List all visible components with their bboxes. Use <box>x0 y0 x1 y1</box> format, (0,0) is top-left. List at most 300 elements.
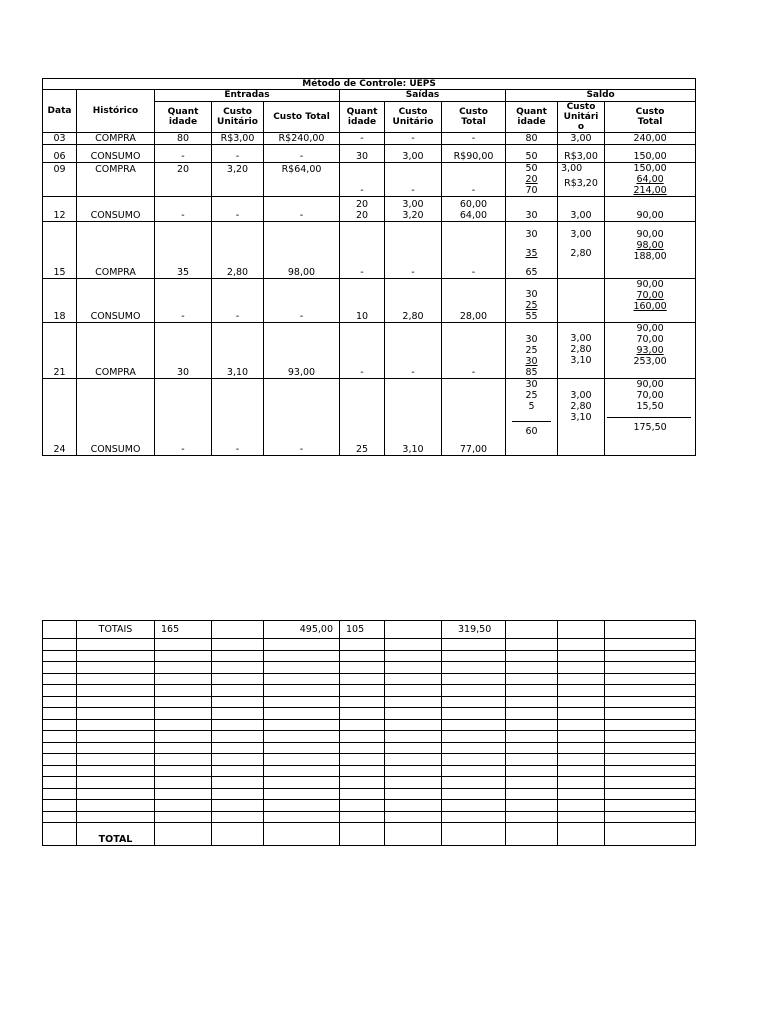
cell-saldo-custo-total: 150,00 <box>605 145 696 163</box>
cell-saldo-quantidade: 50 <box>506 145 558 163</box>
cell-data: 21 <box>43 323 77 379</box>
empty-cell <box>212 765 264 777</box>
cell-entradas-custo-total: - <box>264 279 340 323</box>
cell-saldo-custo-total: 90,00 <box>605 197 696 222</box>
empty-cell <box>340 650 385 662</box>
cell-entradas-quantidade: 80 <box>155 133 212 145</box>
empty-cell <box>264 719 340 731</box>
cell-saidas-quantidade: - <box>340 163 385 197</box>
empty-cell <box>442 800 506 812</box>
empty-cell <box>43 639 77 651</box>
cell-saidas-custo-unitario: - <box>385 222 442 279</box>
empty-cell <box>264 765 340 777</box>
empty-cell <box>385 639 442 651</box>
empty-cell <box>506 765 558 777</box>
empty-cell <box>442 639 506 651</box>
empty-cell <box>212 639 264 651</box>
empty-cell <box>385 800 442 812</box>
total-row <box>43 823 696 846</box>
empty-cell <box>77 754 155 766</box>
empty-cell <box>605 662 696 674</box>
table-row <box>43 222 696 279</box>
empty-cell <box>340 788 385 800</box>
empty-cell <box>212 650 264 662</box>
totals-label: TOTAIS <box>77 621 155 639</box>
empty-cell <box>212 673 264 685</box>
totals-saidas-custo-total: 319,50 <box>442 621 506 639</box>
empty-cell <box>155 639 212 651</box>
table-row <box>43 145 696 163</box>
empty-cell <box>385 765 442 777</box>
cell-saldo-custo-total: 150,00 64,00 214,00 <box>605 163 696 197</box>
empty-cell <box>605 650 696 662</box>
cell-saidas-quantidade: 25 <box>340 379 385 456</box>
empty-row <box>43 731 696 743</box>
empty-cell <box>264 662 340 674</box>
empty-cell <box>506 731 558 743</box>
empty-cell <box>558 777 605 789</box>
header-entradas-quantidade: Quant idade <box>155 102 212 133</box>
header-saldo-custo-unitario: Custo Unitári o <box>558 102 605 133</box>
empty-cell <box>340 673 385 685</box>
cell-entradas-quantidade: - <box>155 379 212 456</box>
empty-cell <box>155 800 212 812</box>
cell-data: 06 <box>43 145 77 163</box>
empty-cell <box>605 788 696 800</box>
empty-row <box>43 811 696 823</box>
cell-saidas-custo-unitario: 3,00 3,20 <box>385 197 442 222</box>
empty-cell <box>77 719 155 731</box>
header-entradas-custo-unitario: Custo Unitário <box>212 102 264 133</box>
empty-cell <box>442 765 506 777</box>
cell-saidas-custo-unitario: - <box>385 323 442 379</box>
cell-saldo-quantidade: 30 <box>506 197 558 222</box>
empty-cell <box>43 742 77 754</box>
empty-cell <box>340 765 385 777</box>
empty-cell <box>264 696 340 708</box>
empty-cell <box>506 811 558 823</box>
empty-cell <box>340 719 385 731</box>
cell-saidas-custo-unitario: 3,10 <box>385 379 442 456</box>
totals-entradas-custo-total: 495,00 <box>264 621 340 639</box>
empty-cell <box>506 800 558 812</box>
empty-cell <box>264 708 340 720</box>
cell-saidas-custo-unitario: 2,80 <box>385 279 442 323</box>
empty-cell <box>558 639 605 651</box>
empty-cell <box>385 673 442 685</box>
empty-cell <box>264 742 340 754</box>
empty-cell <box>558 754 605 766</box>
empty-cell <box>442 696 506 708</box>
empty-cell <box>605 708 696 720</box>
cell-entradas-custo-unitario: 2,80 <box>212 222 264 279</box>
cell-saidas-quantidade: 30 <box>340 145 385 163</box>
table-row <box>43 163 696 197</box>
cell-saldo-custo-total: 240,00 <box>605 133 696 145</box>
cell-data: 24 <box>43 379 77 456</box>
cell-entradas-quantidade: 20 <box>155 163 212 197</box>
empty-cell <box>340 639 385 651</box>
cell-entradas-custo-total: 98,00 <box>264 222 340 279</box>
empty-cell <box>77 708 155 720</box>
empty-cell <box>340 708 385 720</box>
empty-cell <box>605 685 696 697</box>
group-entradas: Entradas <box>155 90 340 102</box>
cell-entradas-quantidade: 30 <box>155 323 212 379</box>
empty-cell <box>264 673 340 685</box>
empty-cell <box>77 731 155 743</box>
empty-cell <box>605 777 696 789</box>
empty-cell <box>506 719 558 731</box>
empty-cell <box>77 696 155 708</box>
cell-saidas-custo-total: - <box>442 222 506 279</box>
empty-cell <box>264 811 340 823</box>
totals-row <box>43 621 696 639</box>
empty-row <box>43 650 696 662</box>
empty-cell <box>558 685 605 697</box>
cell-entradas-custo-total: R$64,00 <box>264 163 340 197</box>
empty-cell <box>155 673 212 685</box>
empty-cell <box>77 811 155 823</box>
cell-saidas-custo-total: 77,00 <box>442 379 506 456</box>
empty-row <box>43 719 696 731</box>
empty-cell <box>506 639 558 651</box>
table-row <box>43 279 696 323</box>
cell-saldo-custo-unitario <box>558 279 605 323</box>
empty-cell <box>558 708 605 720</box>
empty-row <box>43 662 696 674</box>
empty-row <box>43 708 696 720</box>
ueps-control-table <box>42 78 696 456</box>
cell-saidas-quantidade: - <box>340 323 385 379</box>
empty-cell <box>442 650 506 662</box>
empty-row <box>43 696 696 708</box>
cell-entradas-quantidade: - <box>155 279 212 323</box>
cell-saidas-quantidade: - <box>340 222 385 279</box>
table-row <box>43 323 696 379</box>
empty-cell <box>77 742 155 754</box>
empty-cell <box>506 696 558 708</box>
cell-saldo-custo-unitario: 3,00 <box>558 133 605 145</box>
empty-cell <box>43 708 77 720</box>
cell-entradas-quantidade: 35 <box>155 222 212 279</box>
empty-cell <box>605 754 696 766</box>
empty-cell <box>155 777 212 789</box>
cell-saldo-custo-total: 90,00 98,00 188,00 <box>605 222 696 279</box>
empty-cell <box>442 777 506 789</box>
cell-saidas-quantidade: - <box>340 133 385 145</box>
empty-cell <box>558 811 605 823</box>
empty-cell <box>385 754 442 766</box>
cell-entradas-custo-total: - <box>264 197 340 222</box>
cell-saldo-quantidade: 50 20 70 <box>506 163 558 197</box>
cell-entradas-custo-total: - <box>264 145 340 163</box>
cell-saldo-custo-total: 90,00 70,00 93,00 253,00 <box>605 323 696 379</box>
cell-saldo-custo-unitario: 3,00 2,80 <box>558 222 605 279</box>
empty-row <box>43 685 696 697</box>
empty-cell <box>442 731 506 743</box>
empty-cell <box>340 754 385 766</box>
empty-cell <box>212 708 264 720</box>
empty-cell <box>558 662 605 674</box>
cell-saidas-custo-total: - <box>442 163 506 197</box>
empty-cell <box>212 777 264 789</box>
empty-cell <box>385 696 442 708</box>
empty-cell <box>43 754 77 766</box>
empty-cell <box>155 719 212 731</box>
cell-entradas-custo-unitario: 3,10 <box>212 323 264 379</box>
empty-cell <box>155 685 212 697</box>
empty-cell <box>442 708 506 720</box>
cell-saidas-custo-unitario: - <box>385 163 442 197</box>
cell-saldo-custo-unitario: 3,00 2,80 3,10 <box>558 323 605 379</box>
empty-cell <box>558 650 605 662</box>
empty-cell <box>558 696 605 708</box>
totals-saidas-quantidade: 105 <box>340 621 385 639</box>
empty-cell <box>506 673 558 685</box>
table-row <box>43 133 696 145</box>
cell-saidas-quantidade: 20 20 <box>340 197 385 222</box>
empty-cell <box>442 685 506 697</box>
empty-cell <box>77 639 155 651</box>
cell-saldo-quantidade: 30 25 30 85 <box>506 323 558 379</box>
cell-data: 09 <box>43 163 77 197</box>
empty-row <box>43 673 696 685</box>
empty-cell <box>77 800 155 812</box>
table-title: Método de Controle: UEPS <box>43 79 696 90</box>
empty-cell <box>605 731 696 743</box>
cell-entradas-quantidade: - <box>155 145 212 163</box>
total-label: TOTAL <box>77 823 155 846</box>
empty-cell <box>385 811 442 823</box>
table-row <box>43 379 696 456</box>
cell-saidas-custo-total: 60,00 64,00 <box>442 197 506 222</box>
cell-saidas-custo-total: - <box>442 323 506 379</box>
empty-cell <box>264 639 340 651</box>
cell-saldo-custo-total: 90,00 70,00 160,00 <box>605 279 696 323</box>
empty-cell <box>605 673 696 685</box>
empty-cell <box>340 696 385 708</box>
empty-row <box>43 800 696 812</box>
empty-cell <box>264 650 340 662</box>
empty-row <box>43 639 696 651</box>
cell-saidas-custo-total: R$90,00 <box>442 145 506 163</box>
cell-saldo-quantidade: 80 <box>506 133 558 145</box>
empty-cell <box>506 662 558 674</box>
empty-cell <box>43 777 77 789</box>
empty-cell <box>605 742 696 754</box>
header-data: Data <box>43 90 77 133</box>
empty-row <box>43 788 696 800</box>
empty-cell <box>264 731 340 743</box>
cell-entradas-custo-total: 93,00 <box>264 323 340 379</box>
group-saidas: Saídas <box>340 90 506 102</box>
empty-cell <box>43 800 77 812</box>
empty-cell <box>212 788 264 800</box>
empty-cell <box>155 650 212 662</box>
empty-cell <box>43 788 77 800</box>
cell-historico: COMPRA <box>77 323 155 379</box>
cell-saldo-custo-total: 90,00 70,00 15,50 175,50 <box>605 379 696 456</box>
empty-cell <box>212 696 264 708</box>
empty-cell <box>77 673 155 685</box>
empty-cell <box>605 811 696 823</box>
empty-cell <box>442 754 506 766</box>
empty-cell <box>77 777 155 789</box>
group-saldo: Saldo <box>506 90 696 102</box>
cell-historico: CONSUMO <box>77 197 155 222</box>
empty-cell <box>155 754 212 766</box>
empty-cell <box>77 662 155 674</box>
empty-cell <box>558 765 605 777</box>
cell-entradas-custo-unitario: - <box>212 197 264 222</box>
empty-cell <box>43 811 77 823</box>
empty-cell <box>558 731 605 743</box>
empty-cell <box>155 708 212 720</box>
empty-cell <box>264 788 340 800</box>
empty-cell <box>340 742 385 754</box>
empty-cell <box>385 742 442 754</box>
header-saidas-custo-unitario: Custo Unitário <box>385 102 442 133</box>
cell-saidas-quantidade: 10 <box>340 279 385 323</box>
empty-cell <box>340 777 385 789</box>
empty-cell <box>77 685 155 697</box>
cell-saidas-custo-unitario: 3,00 <box>385 145 442 163</box>
empty-cell <box>558 719 605 731</box>
empty-cell <box>155 788 212 800</box>
empty-cell <box>605 719 696 731</box>
empty-cell <box>43 765 77 777</box>
cell-data: 18 <box>43 279 77 323</box>
cell-entradas-custo-unitario: R$3,00 <box>212 133 264 145</box>
empty-cell <box>385 708 442 720</box>
cell-data: 12 <box>43 197 77 222</box>
empty-cell <box>506 754 558 766</box>
empty-cell <box>77 765 155 777</box>
empty-cell <box>506 685 558 697</box>
empty-cell <box>77 650 155 662</box>
empty-cell <box>212 719 264 731</box>
cell-saldo-quantidade: 30 25 5 60 <box>506 379 558 456</box>
table-row <box>43 197 696 222</box>
empty-cell <box>506 788 558 800</box>
cell-saldo-quantidade: 30 35 65 <box>506 222 558 279</box>
empty-cell <box>385 685 442 697</box>
empty-cell <box>506 650 558 662</box>
empty-cell <box>506 777 558 789</box>
totals-table <box>42 620 696 846</box>
cell-entradas-custo-total: R$240,00 <box>264 133 340 145</box>
empty-cell <box>605 800 696 812</box>
empty-cell <box>340 800 385 812</box>
cell-entradas-quantidade: - <box>155 197 212 222</box>
empty-cell <box>340 811 385 823</box>
empty-cell <box>155 742 212 754</box>
header-saldo-quantidade: Quant idade <box>506 102 558 133</box>
empty-cell <box>77 788 155 800</box>
header-saidas-custo-total: Custo Total <box>442 102 506 133</box>
cell-saldo-custo-unitario: 3,00 <box>558 197 605 222</box>
empty-cell <box>442 662 506 674</box>
empty-row <box>43 777 696 789</box>
empty-cell <box>43 719 77 731</box>
empty-cell <box>442 673 506 685</box>
empty-cell <box>442 719 506 731</box>
empty-cell <box>506 708 558 720</box>
cell-saldo-custo-unitario: R$3,00 <box>558 145 605 163</box>
empty-cell <box>43 696 77 708</box>
empty-cell <box>264 800 340 812</box>
cell-saldo-custo-unitario: 3,00 R$3,20 <box>558 163 605 197</box>
empty-cell <box>340 662 385 674</box>
header-historico: Histórico <box>77 90 155 133</box>
empty-cell <box>558 800 605 812</box>
empty-row <box>43 754 696 766</box>
empty-cell <box>155 765 212 777</box>
empty-cell <box>43 673 77 685</box>
empty-cell <box>385 788 442 800</box>
cell-historico: COMPRA <box>77 222 155 279</box>
empty-cell <box>43 731 77 743</box>
header-saldo-custo-total: Custo Total <box>605 102 696 133</box>
empty-cell <box>212 742 264 754</box>
empty-cell <box>385 777 442 789</box>
empty-cell <box>558 742 605 754</box>
empty-cell <box>340 685 385 697</box>
empty-cell <box>264 685 340 697</box>
empty-row <box>43 765 696 777</box>
cell-saidas-custo-unitario: - <box>385 133 442 145</box>
empty-cell <box>558 673 605 685</box>
empty-cell <box>442 742 506 754</box>
empty-cell <box>212 662 264 674</box>
cell-historico: COMPRA <box>77 133 155 145</box>
empty-cell <box>155 662 212 674</box>
empty-cell <box>212 731 264 743</box>
cell-saidas-custo-total: 28,00 <box>442 279 506 323</box>
cell-saidas-custo-total: - <box>442 133 506 145</box>
cell-historico: CONSUMO <box>77 379 155 456</box>
empty-cell <box>155 731 212 743</box>
totals-entradas-quantidade: 165 <box>155 621 212 639</box>
empty-cell <box>212 685 264 697</box>
cell-entradas-custo-unitario: - <box>212 279 264 323</box>
empty-cell <box>43 662 77 674</box>
empty-cell <box>442 788 506 800</box>
empty-row <box>43 742 696 754</box>
cell-data: 15 <box>43 222 77 279</box>
empty-cell <box>442 811 506 823</box>
empty-cell <box>558 788 605 800</box>
empty-cell <box>155 696 212 708</box>
empty-cell <box>385 662 442 674</box>
cell-historico: CONSUMO <box>77 279 155 323</box>
cell-entradas-custo-unitario: 3,20 <box>212 163 264 197</box>
empty-cell <box>385 650 442 662</box>
empty-cell <box>605 765 696 777</box>
empty-cell <box>43 650 77 662</box>
cell-historico: COMPRA <box>77 163 155 197</box>
empty-cell <box>155 811 212 823</box>
empty-cell <box>385 731 442 743</box>
cell-entradas-custo-unitario: - <box>212 145 264 163</box>
empty-cell <box>605 696 696 708</box>
empty-cell <box>340 731 385 743</box>
header-saidas-quantidade: Quant idade <box>340 102 385 133</box>
empty-cell <box>605 639 696 651</box>
empty-cell <box>212 754 264 766</box>
empty-cell <box>506 742 558 754</box>
